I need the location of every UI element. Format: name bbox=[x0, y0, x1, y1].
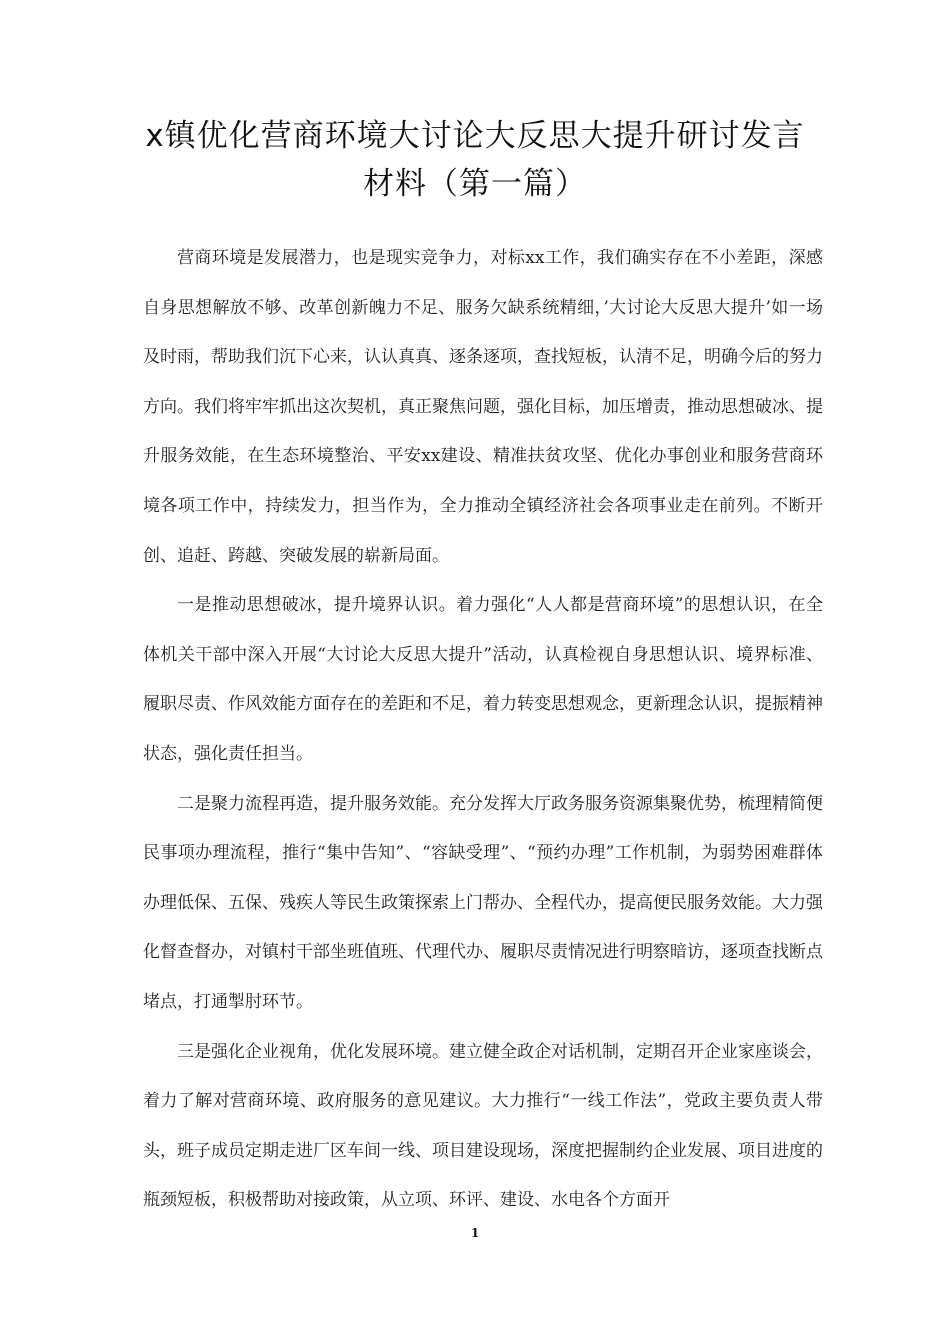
document-title-line-1: x镇优化营商环境大讨论大反思大提升研讨发言 bbox=[145, 118, 805, 154]
document-body bbox=[143, 234, 823, 1226]
paragraph-point-2: 二是聚力流程再造，提升服务效能。充分发挥大厅政务服务资源集聚优势，梳理精简便民事项办理流程，推行“集中告知”、“容缺受理”、“预约办理”工作机制，为弱势困难群体办理低保、五保、残疾人等民生政策探索上门帮办、全程代办，提高便民服务效能。大力强化督查督办，对镇村干部坐班值班、代理代办、履职尽责情况进行明察暗访，逐项查找断点堵点，打通掣肘环节。 bbox=[143, 793, 823, 1012]
document-title-line-2: 材料（第一篇） bbox=[363, 166, 587, 202]
paragraph-point-1: 一是推动思想破冰，提升境界认识。着力强化“人人都是营商环境”的思想认识，在全体机关干部中深入开展“大讨论大反思大提升”活动，认真检视自身思想认识、境界标准、履职尽责、作风效能方面存在的差距和不足，着力转变思想观念，更新理念认识，提振精神状态，强化责任担当。 bbox=[143, 595, 823, 764]
page-number: 1 bbox=[470, 1226, 480, 1240]
paragraph-intro: 营商环境是发展潜力，也是现实竞争力，对标xx工作，我们确实存在不小差距，深感自身思想解放不够、改革创新魄力不足、服务欠缺系统精细，’大讨论大反思大提升’如一场及时雨，帮助我们沉下心来，认认真真、逐条逐项，查找短板，认清不足，明确今后的努力方向。我们将牢牢抓出这次契机，真正聚焦问题，强化目标，加压增责，推动思想破冰、提升服务效能，在生态环境整治、平安xx建设、精准扶贫攻坚、优化办事创业和服务营商环境各项工作中，持续发力，担当作为，全力推动全镇经济社会各项事业走在前列。不断开创、追赶、跨越、突破发展的崭新局面。 bbox=[143, 248, 823, 566]
paragraph-point-3: 三是强化企业视角，优化发展环境。建立健全政企对话机制，定期召开企业家座谈会，着力了解对营商环境、政府服务的意见建议。大力推行“一线工作法”，党政主要负责人带头，班子成员定期走进厂区车间一线、项目建设现场，深度把握制约企业发展、项目进度的瓶颈短板，积极帮助对接政策，从立项、环评、建设、水电各个方面开 bbox=[143, 1041, 823, 1211]
